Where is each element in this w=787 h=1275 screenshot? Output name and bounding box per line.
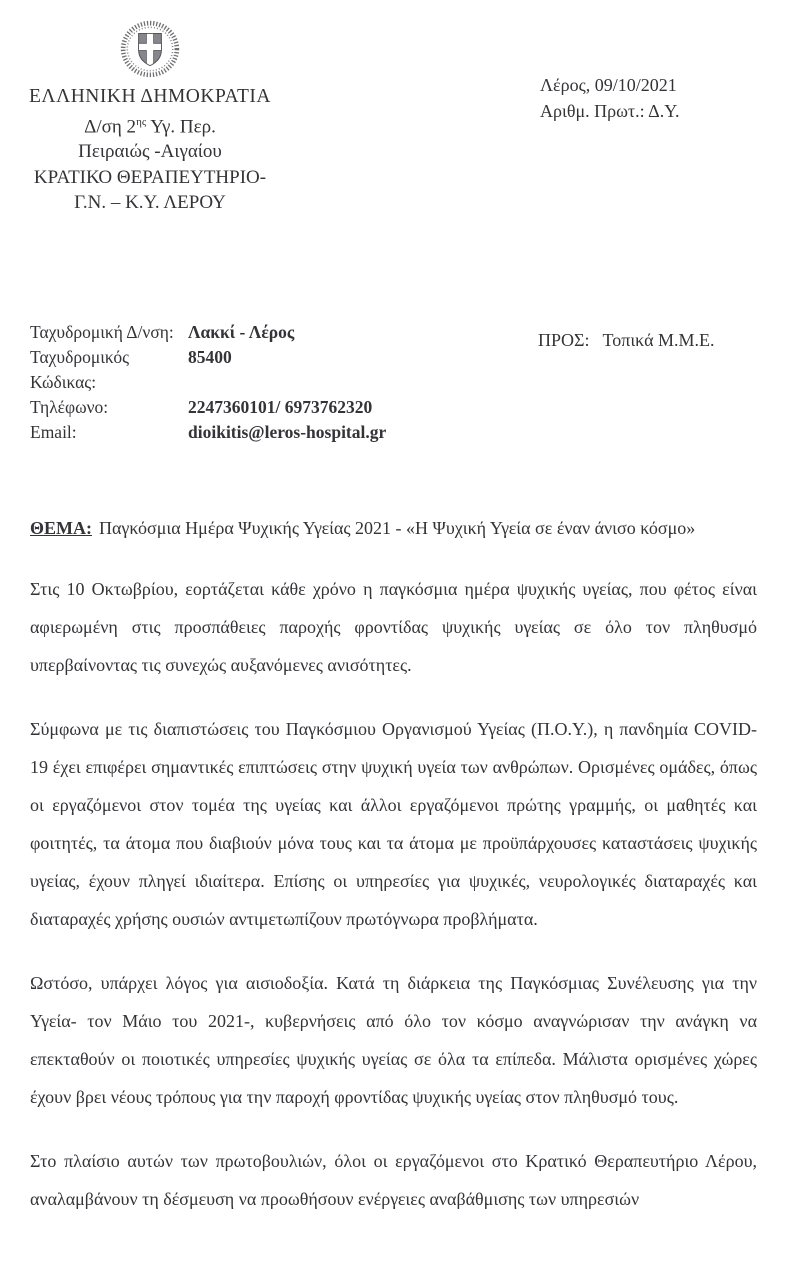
- subject-label: ΘΕΜΑ:: [30, 518, 92, 538]
- contact-row-email: [30, 420, 470, 445]
- paragraph-2: Σύμφωνα με τις διαπιστώσεις του Παγκόσμιου Οργανισμού Υγείας (Π.Ο.Υ.), η πανδημία COVID-19 έχει επιφέρει σημαντικές επιπτώσεις στην ψυχική υγεία των ανθρώπων. Ορισμένες ομάδες, όπως οι εργαζόμενοι στον τομέα της υγείας και άλλοι εργαζόμενοι πρώτης γραμμής, οι μαθητές και φοιτητές, τα άτομα που διαβιούν μόνα τους και τα άτομα με προϋπάρχουσες καταστάσεις ψυχικής υγείας, έχουν πληγεί ιδιαίτερα. Επίσης οι υπηρεσίες για ψυχικές, νευρολογικές διαταραχές και διαταραχές χρήσης ουσιών αντιμετωπίζουν πρωτόγνωρα προβλήματα.: [30, 719, 757, 929]
- directorate-pre: Δ/ση 2: [84, 115, 137, 137]
- paragraph-1: Στις 10 Οκτωβρίου, εορτάζεται κάθε χρόνο η παγκόσμια ημέρα ψυχικής υγείας, που φέτος είναι αφιερωμένη στις προσπάθειες παροχής φροντίδας ψυχικής υγείας σε όλο τον πληθυσμό υπερβαίνοντας τις συνεχώς αυξανόμενες ανισότητες.: [30, 579, 757, 675]
- contact-label: Ταχυδρομική Δ/νση:: [30, 322, 174, 342]
- recipient-value: Τοπικά Μ.Μ.Ε.: [602, 330, 715, 350]
- directorate-sup: ης: [136, 115, 147, 128]
- header-org-line2: Γ.Ν. – Κ.Υ. ΛΕΡΟΥ: [74, 192, 226, 214]
- contact-info: [30, 320, 470, 445]
- contact-label: Email:: [30, 422, 77, 442]
- header-org-line1: ΚΡΑΤΙΚΟ ΘΕΡΑΠΕΥΤΗΡΙΟ-: [33, 166, 267, 188]
- contact-value: 2247360101/ 6973762320: [188, 397, 373, 417]
- header-region: Πειραιώς -Αιγαίου: [78, 141, 222, 163]
- contact-label: Τηλέφωνο:: [30, 397, 109, 417]
- coat-of-arms-icon: [119, 20, 181, 78]
- header-directorate: [22, 110, 278, 140]
- header-republic: ΕΛΛΗΝΙΚΗ ΔΗΜΟΚΡΑΤΙΑ: [29, 86, 271, 107]
- contact-value: dioikitis@leros-hospital.gr: [188, 422, 387, 442]
- protocol-number: Αριθμ. Πρωτ.: Δ.Υ.: [540, 101, 680, 121]
- paragraph-3: Ωστόσο, υπάρχει λόγος για αισιοδοξία. Κατά τη διάρκεια της Παγκόσμιας Συνέλευσης για την Υγεία- τον Μάιο του 2021-, κυβερνήσεις από όλο τον κόσμο αναγνώρισαν την ανάγκη να επεκταθούν οι ποιοτικές υπηρεσίες ψυχικής υγείας σε όλα τα επίπεδα. Μάλιστα ορισμένες χώρες έχουν βρει νέους τρόπους για την παροχή φροντίδας ψυχικής υγείας στον πληθυσμό τους.: [30, 973, 757, 1107]
- directorate-post: Υγ. Περ.: [146, 115, 216, 137]
- contact-row-address: [30, 320, 470, 345]
- place-date: Λέρος, 09/10/2021: [540, 75, 677, 95]
- contact-label: Ταχυδρομικός Κώδικας:: [30, 347, 130, 392]
- letterhead: [22, 20, 278, 216]
- contact-value: Λακκί - Λέρος: [188, 322, 295, 342]
- letter-body: [30, 570, 757, 1244]
- greek-coat-of-arms-emblem: [119, 20, 181, 78]
- reference-block: [540, 72, 680, 124]
- recipient-label: ΠΡΟΣ:: [538, 330, 590, 350]
- contact-row-postal-code: [30, 345, 470, 395]
- contact-row-phone: [30, 395, 470, 420]
- subject-text: Παγκόσμια Ημέρα Ψυχικής Υγείας 2021 - «Η Ψυχική Υγεία σε έναν άνισο κόσμο»: [99, 518, 696, 538]
- contact-value: 85400: [188, 347, 232, 367]
- recipient-block: [538, 330, 715, 351]
- paragraph-4: Στο πλαίσιο αυτών των πρωτοβουλιών, όλοι οι εργαζόμενοι στο Κρατικό Θεραπευτήριο Λέρου, αναλαμβάνουν τη δέσμευση να προωθήσουν ενέργειες αναβάθμισης των υπηρεσιών: [30, 1151, 757, 1209]
- subject-line: [30, 515, 760, 541]
